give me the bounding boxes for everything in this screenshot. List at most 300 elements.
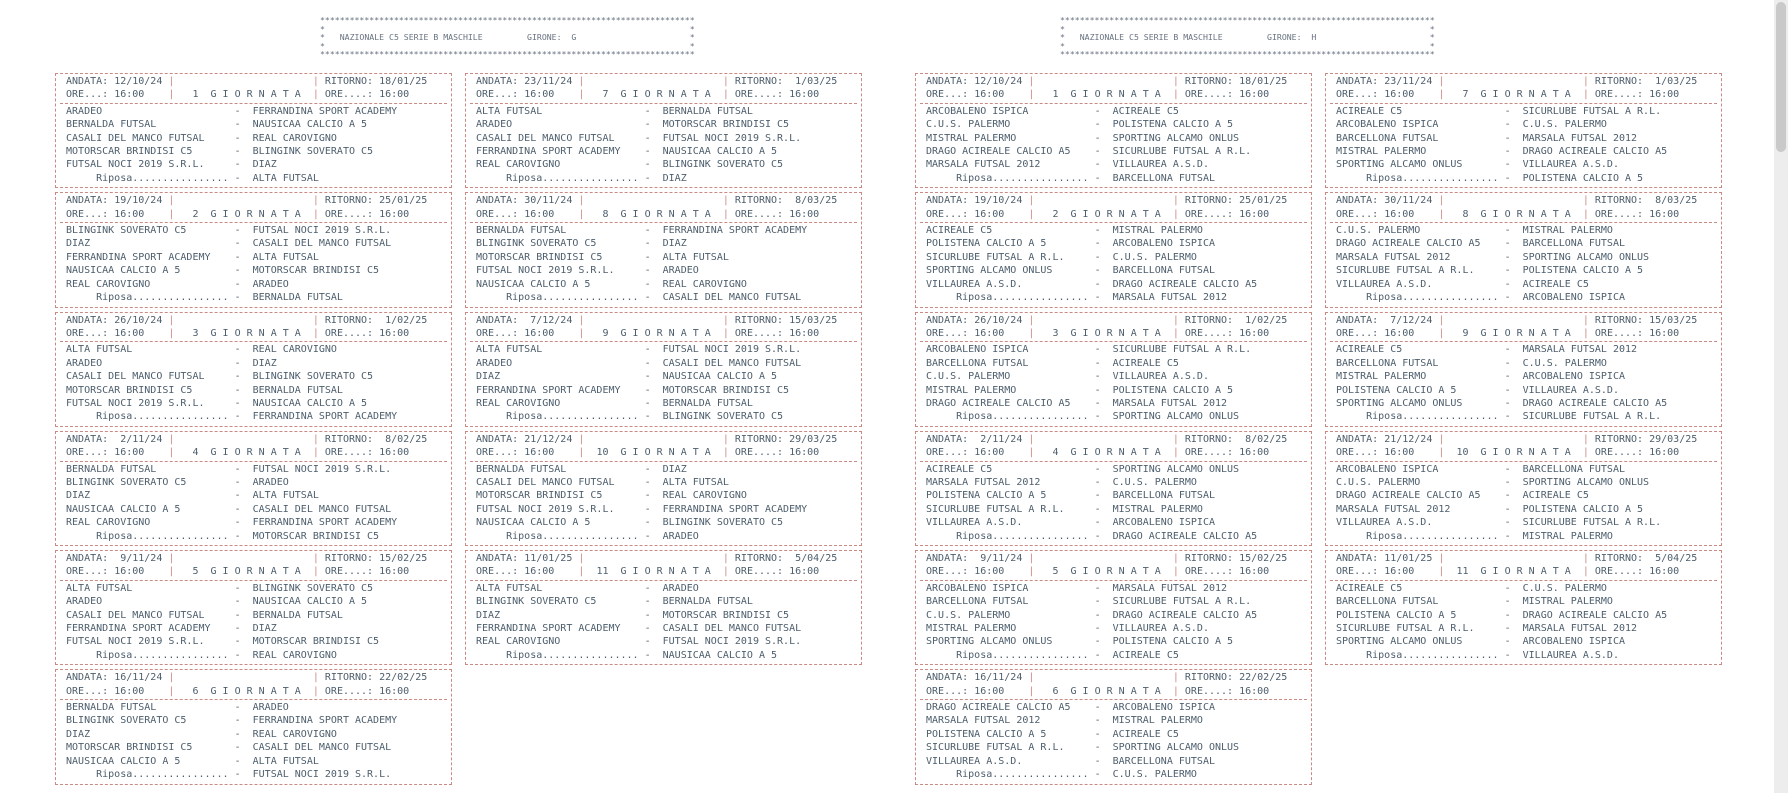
vs-dash: - <box>234 728 241 740</box>
ora-ritorno: 16:00 <box>1239 447 1270 459</box>
title-border-row: **************************************************************************** <box>320 49 695 60</box>
ora-andata: 16:00 <box>524 208 555 220</box>
ora-ritorno-label: ORE....: <box>734 89 784 101</box>
pipe-divider: | <box>1028 672 1035 684</box>
pipe-divider: | <box>1028 566 1035 578</box>
away-team: ALTA FUTSAL <box>252 172 319 184</box>
riposa-label: Riposa................ <box>956 649 1089 661</box>
pipe-divider: | <box>312 76 319 87</box>
match-row <box>920 278 1307 291</box>
match-row <box>920 701 1307 714</box>
home-team: FUTSAL NOCI 2019 S.R.L. <box>66 159 205 171</box>
match-row <box>1330 370 1717 383</box>
vs-dash: - <box>1504 105 1511 117</box>
pipe-divider: | <box>312 433 319 445</box>
ora-andata: 16:00 <box>974 327 1005 339</box>
match-row <box>470 609 857 622</box>
pipe-divider: | <box>312 327 319 339</box>
header-row-dates <box>1330 552 1717 565</box>
girone-letter: G <box>571 32 577 43</box>
giornata-word: G I O R N A T A <box>620 208 711 220</box>
ora-ritorno-cell <box>319 446 447 459</box>
vs-dash: - <box>1504 649 1511 661</box>
header-row-dates <box>60 194 447 207</box>
giornata-box <box>465 312 862 427</box>
match-row <box>470 635 857 648</box>
home-team: ARADEO <box>66 105 103 117</box>
asterisk: * <box>689 32 695 43</box>
match-row <box>1330 105 1717 118</box>
header-gap <box>174 433 312 446</box>
home-team: MISTRAL PALERMO <box>926 384 1017 396</box>
away-team: REAL CAROVIGNO <box>662 490 747 502</box>
away-team: VILLAUREA A.S.D. <box>1522 649 1619 661</box>
giornata-number: 6 <box>192 685 199 697</box>
match-row <box>60 635 447 648</box>
away-team: SPORTING ALCAMO ONLUS <box>1112 411 1240 423</box>
asterisk: * <box>689 23 695 34</box>
away-team: VILLAUREA A.S.D. <box>1112 159 1209 171</box>
away-team: MOTORSCAR BRINDISI C5 <box>662 119 790 131</box>
andata-date: 12/10/24 <box>974 76 1023 87</box>
ritorno-cell <box>1179 671 1307 684</box>
ora-ritorno-cell <box>1179 88 1307 101</box>
match-row <box>60 158 447 171</box>
ora-ritorno: 16:00 <box>1239 685 1270 697</box>
giornata-number: 6 <box>1052 685 1059 697</box>
home-team: ALTA FUTSAL <box>476 344 543 356</box>
match-row <box>470 582 857 595</box>
home-team: FUTSAL NOCI 2019 S.R.L. <box>66 397 205 409</box>
match-row <box>1330 463 1717 476</box>
away-team: DIAZ <box>252 357 277 369</box>
ora-ritorno-label: ORE....: <box>1594 89 1644 101</box>
vs-dash: - <box>1504 596 1511 608</box>
ritorno-date: 5/04/25 <box>789 553 838 564</box>
ora-ritorno-label: ORE....: <box>1184 566 1234 578</box>
giornata-number: 5 <box>1052 566 1059 578</box>
vs-dash: - <box>234 769 241 781</box>
away-team: C.U.S. PALERMO <box>1112 251 1197 263</box>
match-row <box>470 463 857 476</box>
ora-ritorno: 16:00 <box>379 327 410 339</box>
ora-andata-cell <box>60 88 168 101</box>
away-team: BERNALDA FUTSAL <box>662 397 753 409</box>
giornata-box <box>55 312 452 427</box>
match-row <box>60 105 447 118</box>
ora-ritorno: 16:00 <box>379 447 410 459</box>
away-team: POLISTENA CALCIO A 5 <box>1112 119 1234 131</box>
riposa-label: Riposa................ <box>506 411 639 423</box>
pipe-divider: | <box>722 76 729 87</box>
pipe-divider: | <box>1028 89 1035 101</box>
home-team: MOTORSCAR BRINDISI C5 <box>66 146 193 158</box>
riposa-row <box>470 291 857 304</box>
giornata-word: G I O R N A T A <box>1070 447 1161 459</box>
home-team: ACIREALE C5 <box>1336 582 1403 594</box>
ora-ritorno: 16:00 <box>789 89 820 101</box>
match-row <box>470 476 857 489</box>
pipe-divider: | <box>1172 314 1179 326</box>
header-row-times <box>470 565 857 578</box>
andata-label: ANDATA: <box>476 553 519 564</box>
andata-cell <box>60 75 168 88</box>
ora-ritorno-label: ORE....: <box>1184 685 1234 697</box>
home-team: BERNALDA FUTSAL <box>66 463 157 475</box>
vs-dash: - <box>1094 769 1101 781</box>
vs-dash: - <box>644 371 651 383</box>
andata-label: ANDATA: <box>66 195 109 207</box>
ora-andata-cell <box>1330 565 1438 578</box>
riposa-label: Riposa................ <box>506 292 639 304</box>
andata-date: 21/12/24 <box>524 433 573 445</box>
riposa-label: Riposa................ <box>956 172 1089 184</box>
away-team: C.U.S. PALERMO <box>1522 582 1607 594</box>
ora-andata-cell <box>920 88 1028 101</box>
ora-andata-label: ORE...: <box>926 89 969 101</box>
home-team: MISTRAL PALERMO <box>1336 371 1427 383</box>
giornata-number: 4 <box>1052 447 1059 459</box>
home-team: CASALI DEL MANCO FUTSAL <box>476 476 615 488</box>
home-team: CASALI DEL MANCO FUTSAL <box>66 609 205 621</box>
ora-andata: 16:00 <box>114 447 145 459</box>
ora-andata: 16:00 <box>974 89 1005 101</box>
giornata-word: G I O R N A T A <box>1070 89 1161 101</box>
ora-ritorno-cell <box>729 208 857 221</box>
riposa-row <box>60 291 447 304</box>
andata-cell <box>60 671 168 684</box>
home-team: VILLAUREA A.S.D. <box>1336 517 1433 529</box>
ritorno-date: 15/03/25 <box>1649 314 1698 326</box>
away-team: ARCOBALENO ISPICA <box>1522 371 1625 383</box>
giornata-word: G I O R N A T A <box>1480 327 1571 339</box>
away-team: FERRANDINA SPORT ACADEMY <box>252 517 398 529</box>
away-team: MOTORSCAR BRINDISI C5 <box>662 384 790 396</box>
ora-ritorno-label: ORE....: <box>324 447 374 459</box>
vs-dash: - <box>234 596 241 608</box>
vs-dash: - <box>644 490 651 502</box>
giornata-title-cell <box>1034 208 1172 221</box>
match-row <box>60 224 447 237</box>
home-team: BLINGINK SOVERATO C5 <box>66 715 187 727</box>
giornata-title-cell <box>1444 88 1582 101</box>
giornata-title-cell <box>174 327 312 340</box>
riposa-label: Riposa................ <box>96 292 229 304</box>
match-row <box>470 516 857 529</box>
scrollbar-track[interactable] <box>1774 0 1788 793</box>
home-team: ARCOBALENO ISPICA <box>1336 463 1439 475</box>
home-team: MOTORSCAR BRINDISI C5 <box>66 384 193 396</box>
pipe-divider: | <box>312 553 319 564</box>
away-team: ACIREALE C5 <box>1112 105 1179 117</box>
home-team: VILLAUREA A.S.D. <box>926 755 1023 767</box>
match-row <box>920 237 1307 250</box>
andata-cell <box>920 433 1028 446</box>
ora-andata-label: ORE...: <box>66 208 109 220</box>
andata-date: 11/01/25 <box>1384 553 1433 564</box>
away-team: MISTRAL PALERMO <box>1112 715 1203 727</box>
vs-dash: - <box>1094 292 1101 304</box>
giornata-header <box>920 314 1307 343</box>
match-row <box>470 357 857 370</box>
away-team: C.U.S. PALERMO <box>1112 476 1197 488</box>
match-row <box>470 622 857 635</box>
header-row-times <box>1330 327 1717 340</box>
giornata-box <box>915 73 1312 188</box>
ora-andata-cell <box>470 446 578 459</box>
pipe-divider: | <box>1438 76 1445 87</box>
andata-date: 11/01/25 <box>524 553 573 564</box>
ora-ritorno-label: ORE....: <box>324 566 374 578</box>
away-team: FUTSAL NOCI 2019 S.R.L. <box>662 636 802 648</box>
vs-dash: - <box>1504 265 1511 277</box>
ora-andata: 16:00 <box>1384 447 1415 459</box>
giornata-number: 2 <box>1052 208 1059 220</box>
ora-ritorno-cell <box>319 208 447 221</box>
vs-dash: - <box>644 238 651 250</box>
ora-ritorno-cell <box>1179 208 1307 221</box>
match-row <box>60 237 447 250</box>
away-team: ALTA FUTSAL <box>252 251 319 263</box>
home-team: SICURLUBE FUTSAL A R.L. <box>926 503 1065 515</box>
title-text-row <box>320 33 695 42</box>
riposa-row <box>60 530 447 543</box>
vs-dash: - <box>234 384 241 396</box>
vs-dash: - <box>644 397 651 409</box>
riposa-label: Riposa................ <box>96 769 229 781</box>
vs-dash: - <box>644 357 651 369</box>
pipe-divider: | <box>1438 314 1445 326</box>
away-team: BLINGINK SOVERATO C5 <box>662 411 784 423</box>
home-team: MOTORSCAR BRINDISI C5 <box>476 251 603 263</box>
vs-dash: - <box>1504 517 1511 529</box>
andata-cell <box>60 552 168 565</box>
away-team: DIAZ <box>662 238 687 250</box>
ora-andata: 16:00 <box>974 447 1005 459</box>
home-team: DRAGO ACIREALE CALCIO A5 <box>926 397 1071 409</box>
ora-andata-cell <box>470 208 578 221</box>
ora-andata-cell <box>920 327 1028 340</box>
home-team: BARCELLONA FUTSAL <box>926 596 1029 608</box>
vs-dash: - <box>234 636 241 648</box>
andata-label: ANDATA: <box>476 195 519 207</box>
ritorno-cell <box>319 314 447 327</box>
away-team: FUTSAL NOCI 2019 S.R.L. <box>252 225 392 237</box>
giornata-header <box>1330 194 1717 223</box>
home-team: ACIREALE C5 <box>926 225 993 237</box>
vs-dash: - <box>234 463 241 475</box>
away-team: BLINGINK SOVERATO C5 <box>662 159 784 171</box>
ora-andata-cell <box>470 327 578 340</box>
giornata-box <box>915 192 1312 307</box>
pipe-divider: | <box>168 685 175 697</box>
ora-andata: 16:00 <box>114 685 145 697</box>
giornata-box <box>465 73 862 188</box>
ora-andata: 16:00 <box>114 566 145 578</box>
vs-dash: - <box>644 159 651 171</box>
andata-label: ANDATA: <box>926 553 969 564</box>
giornata-word: G I O R N A T A <box>1070 685 1161 697</box>
match-row <box>60 728 447 741</box>
away-team: DIAZ <box>252 623 277 635</box>
pipe-divider: | <box>578 89 585 101</box>
giornata-header <box>60 194 447 223</box>
giornata-title-cell <box>584 565 722 578</box>
pipe-divider: | <box>722 553 729 564</box>
match-row <box>920 595 1307 608</box>
ora-ritorno-cell <box>729 446 857 459</box>
ora-andata-label: ORE...: <box>66 89 109 101</box>
match-row <box>920 145 1307 158</box>
giornata-header <box>470 194 857 223</box>
vs-dash: - <box>1504 463 1511 475</box>
away-team: BLINGINK SOVERATO C5 <box>252 582 374 594</box>
vs-dash: - <box>1504 490 1511 502</box>
ora-andata-label: ORE...: <box>476 89 519 101</box>
giornata-word: G I O R N A T A <box>1070 566 1161 578</box>
giornata-title-cell <box>584 88 722 101</box>
away-team: NAUSICAA CALCIO A 5 <box>662 146 778 158</box>
giornata-word: G I O R N A T A <box>620 327 711 339</box>
ora-andata-label: ORE...: <box>926 566 969 578</box>
ora-andata-cell <box>60 446 168 459</box>
match-row <box>470 158 857 171</box>
away-team: MARSALA FUTSAL 2012 <box>1112 582 1228 594</box>
pipe-divider: | <box>168 327 175 339</box>
home-team: VILLAUREA A.S.D. <box>926 517 1023 529</box>
away-team: MISTRAL PALERMO <box>1522 596 1613 608</box>
ritorno-label: RITORNO: <box>1184 433 1234 445</box>
away-team: MARSALA FUTSAL 2012 <box>1522 344 1638 356</box>
away-team: ARADEO <box>662 265 699 277</box>
riposa-row <box>470 172 857 185</box>
ora-andata: 16:00 <box>114 327 145 339</box>
away-team: ACIREALE C5 <box>1112 728 1179 740</box>
away-team: FERRANDINA SPORT ACADEMY <box>662 225 808 237</box>
home-team: BARCELLONA FUTSAL <box>1336 132 1439 144</box>
match-row <box>470 118 857 131</box>
away-team: REAL CAROVIGNO <box>662 278 747 290</box>
andata-date: 19/10/24 <box>114 195 163 207</box>
home-team: NAUSICAA CALCIO A 5 <box>476 517 591 529</box>
away-team: FUTSAL NOCI 2019 S.R.L. <box>252 463 392 475</box>
match-row <box>60 264 447 277</box>
riposa-row <box>60 410 447 423</box>
home-team: FUTSAL NOCI 2019 S.R.L. <box>476 265 615 277</box>
header-gap <box>1034 433 1172 446</box>
riposa-label: Riposa................ <box>96 172 229 184</box>
ora-ritorno: 16:00 <box>1649 208 1680 220</box>
title-border-row: **************************************************************************** <box>1060 49 1435 60</box>
pipe-divider: | <box>1028 208 1035 220</box>
giornata-header <box>920 671 1307 700</box>
giornata-header <box>470 433 857 462</box>
away-team: MARSALA FUTSAL 2012 <box>1522 132 1638 144</box>
header-row-times <box>60 685 447 698</box>
pipe-divider: | <box>578 76 585 87</box>
giornata-number: 8 <box>1462 208 1469 220</box>
ritorno-date: 8/03/25 <box>1649 195 1698 207</box>
giornata-header <box>60 433 447 462</box>
girone-title-box <box>320 16 695 59</box>
match-row <box>920 397 1307 410</box>
giornata-number: 3 <box>192 327 199 339</box>
home-team: ARCOBALENO ISPICA <box>1336 119 1439 131</box>
pipe-divider: | <box>578 208 585 220</box>
giornata-title-cell <box>584 446 722 459</box>
andata-label: ANDATA: <box>926 672 969 684</box>
match-row <box>60 370 447 383</box>
ritorno-cell <box>1179 433 1307 446</box>
home-team: ACIREALE C5 <box>926 463 993 475</box>
match-row <box>1330 397 1717 410</box>
andata-date: 7/12/24 <box>524 314 573 326</box>
vs-dash: - <box>1094 119 1101 131</box>
vs-dash: - <box>644 596 651 608</box>
header-gap <box>1034 671 1172 684</box>
header-gap <box>1034 194 1172 207</box>
pipe-divider: | <box>312 685 319 697</box>
match-row <box>920 343 1307 356</box>
ora-andata-label: ORE...: <box>1336 447 1379 459</box>
giornata-number: 5 <box>192 566 199 578</box>
match-row <box>470 397 857 410</box>
away-team: BLINGINK SOVERATO C5 <box>662 517 784 529</box>
header-row-times <box>920 685 1307 698</box>
match-row <box>920 132 1307 145</box>
vs-dash: - <box>644 517 651 529</box>
away-team: ACIREALE C5 <box>1522 278 1589 290</box>
home-team: VILLAUREA A.S.D. <box>926 278 1023 290</box>
pipe-divider: | <box>1582 208 1589 220</box>
ritorno-date: 15/03/25 <box>789 314 838 326</box>
ora-ritorno: 16:00 <box>379 89 410 101</box>
away-team: BERNALDA FUTSAL <box>662 105 753 117</box>
ritorno-cell <box>1179 75 1307 88</box>
match-row <box>60 384 447 397</box>
ora-ritorno-label: ORE....: <box>1594 208 1644 220</box>
home-team: CASALI DEL MANCO FUTSAL <box>66 132 205 144</box>
ora-ritorno-label: ORE....: <box>324 685 374 697</box>
andata-cell <box>1330 314 1438 327</box>
giornata-header <box>920 75 1307 104</box>
vs-dash: - <box>1504 636 1511 648</box>
home-team: BARCELLONA FUTSAL <box>926 357 1029 369</box>
ritorno-label: RITORNO: <box>1594 553 1644 564</box>
giornata-number: 8 <box>602 208 609 220</box>
andata-date: 9/11/24 <box>114 553 163 564</box>
vs-dash: - <box>1094 503 1101 515</box>
giornata-number: 1 <box>192 89 199 101</box>
ora-andata-cell <box>920 208 1028 221</box>
ritorno-cell <box>729 75 857 88</box>
andata-cell <box>920 314 1028 327</box>
scrollbar-thumb[interactable] <box>1776 2 1786 152</box>
away-team: ARADEO <box>662 530 699 542</box>
pipe-divider: | <box>1582 327 1589 339</box>
away-team: SPORTING ALCAMO ONLUS <box>1112 742 1240 754</box>
andata-label: ANDATA: <box>926 433 969 445</box>
away-team: MISTRAL PALERMO <box>1522 530 1613 542</box>
andata-label: ANDATA: <box>926 195 969 207</box>
ritorno-cell <box>1179 314 1307 327</box>
pipe-divider: | <box>168 433 175 445</box>
vs-dash: - <box>234 225 241 237</box>
away-team: BERNALDA FUTSAL <box>252 384 343 396</box>
pipe-divider: | <box>1172 89 1179 101</box>
vs-dash: - <box>644 344 651 356</box>
header-row-dates <box>470 75 857 88</box>
